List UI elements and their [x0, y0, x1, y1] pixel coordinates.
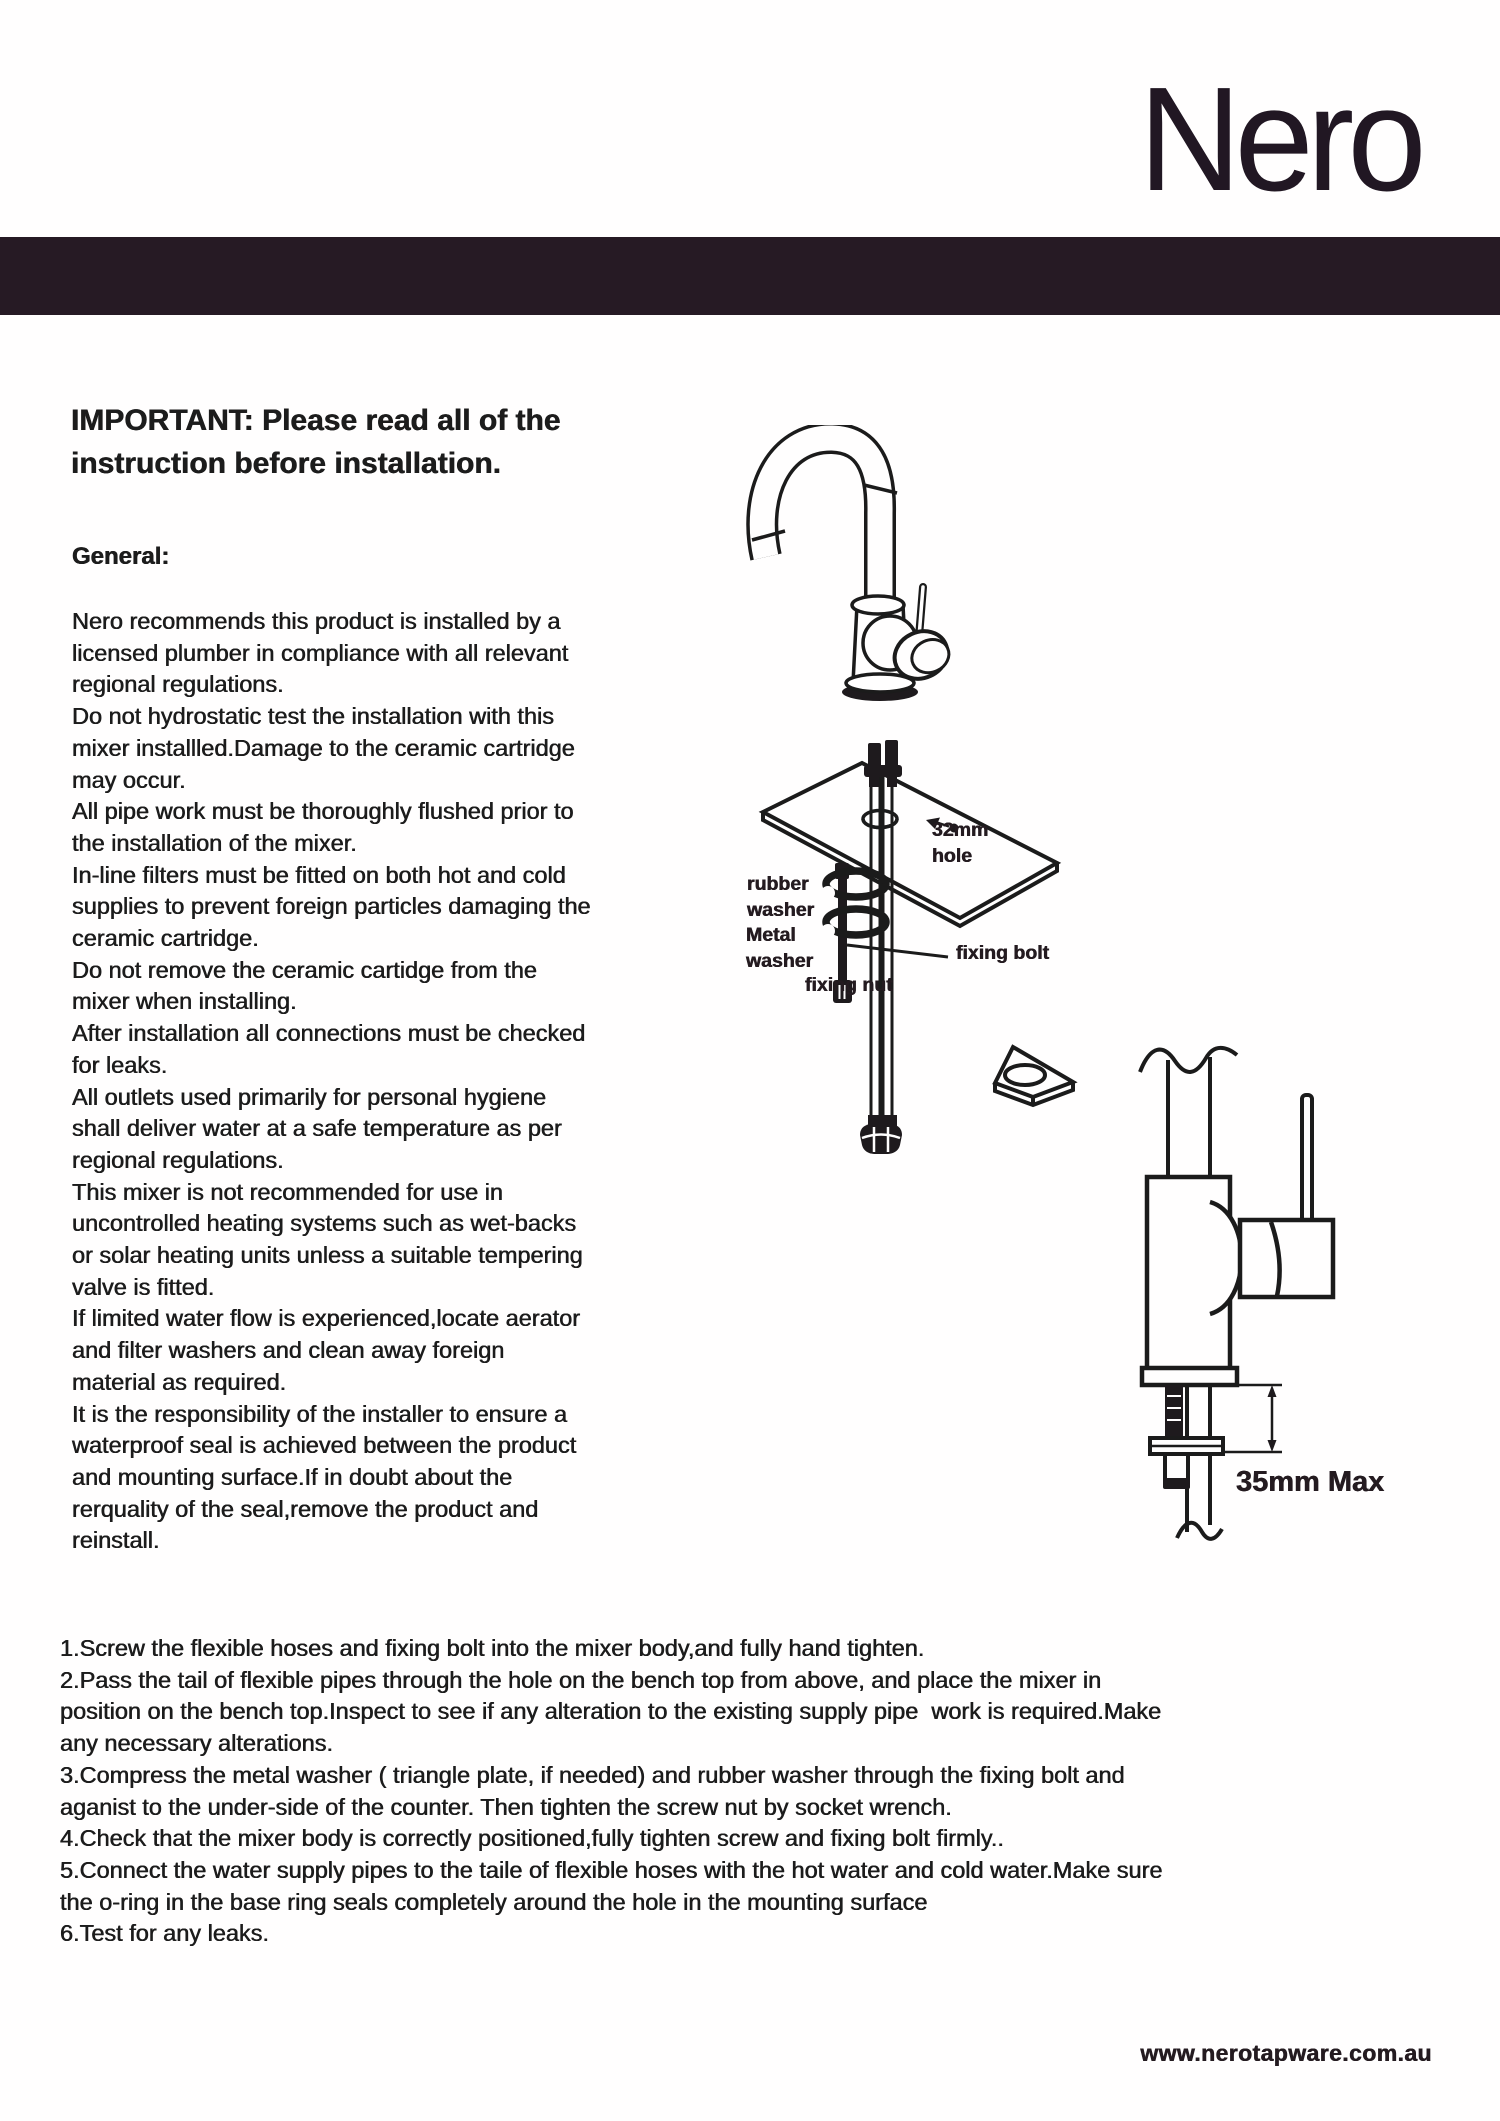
tap-collar — [852, 596, 904, 614]
text-line: All pipe work must be thoroughly flushed prior to — [72, 798, 574, 825]
text-line: uncontrolled heating systems such as wet-backs — [72, 1210, 577, 1237]
text-line: washer — [747, 899, 815, 921]
base-flange — [1142, 1368, 1237, 1385]
stud-tip-cap — [1163, 1478, 1190, 1489]
text-line: position on the bench top.Inspect to see if any alteration to the existing supply pipe work is required.Make — [60, 1698, 1162, 1725]
dimension-35mm — [1223, 1385, 1282, 1452]
text-line: 3.Compress the metal washer ( triangle plate, if needed) and rubber washer through the fixing bolt and — [60, 1761, 1125, 1788]
max-depth-label: 35mm Max — [1236, 1466, 1385, 1498]
text-line: material as required. — [72, 1368, 287, 1395]
text-line: for leaks. — [72, 1051, 168, 1078]
metal-washer-gap — [821, 924, 835, 938]
nero-logo: Nero — [1138, 57, 1420, 222]
text-line: washer — [746, 950, 814, 972]
text-line: Do not hydrostatic test the installation with this — [72, 703, 554, 730]
fixing-nut-label: fixing nut — [805, 974, 893, 996]
text-line: 32mm — [932, 819, 989, 841]
text-line: instruction before installation. — [71, 447, 502, 480]
text-line: If limited water flow is experienced,locate aerator — [72, 1305, 581, 1332]
text-line: may occur. — [72, 766, 186, 793]
important-heading — [71, 399, 561, 485]
text-line: Metal — [746, 924, 796, 946]
text-line: aganist to the under-side of the counter. Then tighten the screw nut by socket wrench. — [60, 1793, 952, 1820]
hole-size-label — [932, 817, 988, 869]
general-instructions-text — [72, 606, 591, 1557]
general-section-label: General: — [72, 543, 170, 570]
text-line: Nero recommends this product is installed by a — [72, 608, 561, 634]
pipe-break-squiggle-bottom — [1177, 1523, 1222, 1539]
text-line: shall deliver water at a safe temperature as per — [72, 1115, 562, 1142]
rubber-washer-label — [747, 871, 814, 923]
threaded-stud — [1165, 1385, 1183, 1441]
text-line: After installation all connections must be checked — [72, 1020, 586, 1047]
text-line: and mounting surface.If in doubt about the — [72, 1463, 513, 1490]
text-line: regional regulations. — [72, 1146, 284, 1173]
text-line: 1.Screw the flexible hoses and fixing bolt into the mixer body,and fully hand tighten. — [60, 1635, 925, 1661]
triangle-plate — [995, 1047, 1073, 1105]
text-line: supplies to prevent foreign particles damaging the — [72, 893, 591, 920]
text-line: the installation of the mixer. — [72, 829, 357, 856]
text-line: In-line filters must be fitted on both hot and cold — [72, 861, 566, 888]
text-line: 4.Check that the mixer body is correctly positioned,fully tighten screw and fixing bolt firmly.. — [60, 1825, 1004, 1852]
rubber-washer-ring — [826, 871, 886, 897]
text-line: regional regulations. — [72, 671, 284, 698]
handle-block — [1240, 1220, 1333, 1297]
text-line: mixer when installing. — [72, 988, 297, 1015]
spout-pipe-lines — [1168, 1057, 1210, 1177]
stud-tip — [1165, 1454, 1188, 1480]
text-line: 5.Connect the water supply pipes to the taile of flexible hoses with the hot water and cold water.Make sure — [60, 1856, 1163, 1883]
metal-washer-ring — [826, 909, 886, 935]
text-line: All outlets used primarily for personal hygiene — [72, 1083, 547, 1110]
installation-steps-text — [60, 1633, 1163, 1950]
text-line: IMPORTANT: Please read all of the — [71, 404, 561, 437]
text-line: or solar heating units unless a suitable tempering — [72, 1242, 583, 1269]
header-black-bar — [0, 237, 1500, 315]
text-line: It is the responsibility of the installer to ensure a — [72, 1400, 568, 1427]
text-line: 2.Pass the tail of flexible pipes through the hole on the bench top from above, and place the mixer in — [60, 1666, 1102, 1693]
text-line: any necessary alterations. — [60, 1730, 334, 1757]
mixer-tap-illustration — [740, 425, 955, 710]
handle-lever-pin — [1302, 1095, 1312, 1225]
cartridge-bulge — [1210, 1202, 1242, 1314]
text-line: valve is fitted. — [72, 1273, 215, 1300]
text-line: Do not remove the ceramic cartidge from the — [72, 956, 537, 983]
text-line: mixer installled.Damage to the ceramic cartridge — [72, 734, 575, 761]
pipe-break-squiggle-top — [1140, 1048, 1237, 1072]
text-line: licensed plumber in compliance with all relevant — [72, 639, 569, 666]
fixing-bolt-label: fixing bolt — [956, 942, 1050, 964]
supply-pipe-lines — [1187, 1385, 1210, 1532]
mixer-side-view-diagram — [1130, 1030, 1500, 1590]
rubber-washer-gap — [821, 886, 835, 900]
text-line: reinstall. — [72, 1527, 160, 1554]
text-line: waterproof seal is achieved between the product — [72, 1432, 577, 1459]
text-line: hole — [932, 845, 973, 867]
text-line: This mixer is not recommended for use in — [72, 1178, 503, 1205]
fixing-bolt-leader-line — [847, 945, 948, 957]
text-line: and filter washers and clean away foreign — [72, 1337, 505, 1364]
text-line: ceramic cartridge. — [72, 925, 259, 952]
metal-washer-label — [746, 922, 813, 974]
text-line: the o-ring in the base ring seals completely around the hole in the mounting surface — [60, 1888, 928, 1915]
text-line: rerquality of the seal,remove the product and — [72, 1495, 539, 1522]
website-url: www.nerotapware.com.au — [1140, 2040, 1432, 2066]
text-line: rubber — [747, 873, 809, 895]
text-line: 6.Test for any leaks. — [60, 1920, 269, 1947]
pipe-end-nut — [860, 1115, 902, 1154]
